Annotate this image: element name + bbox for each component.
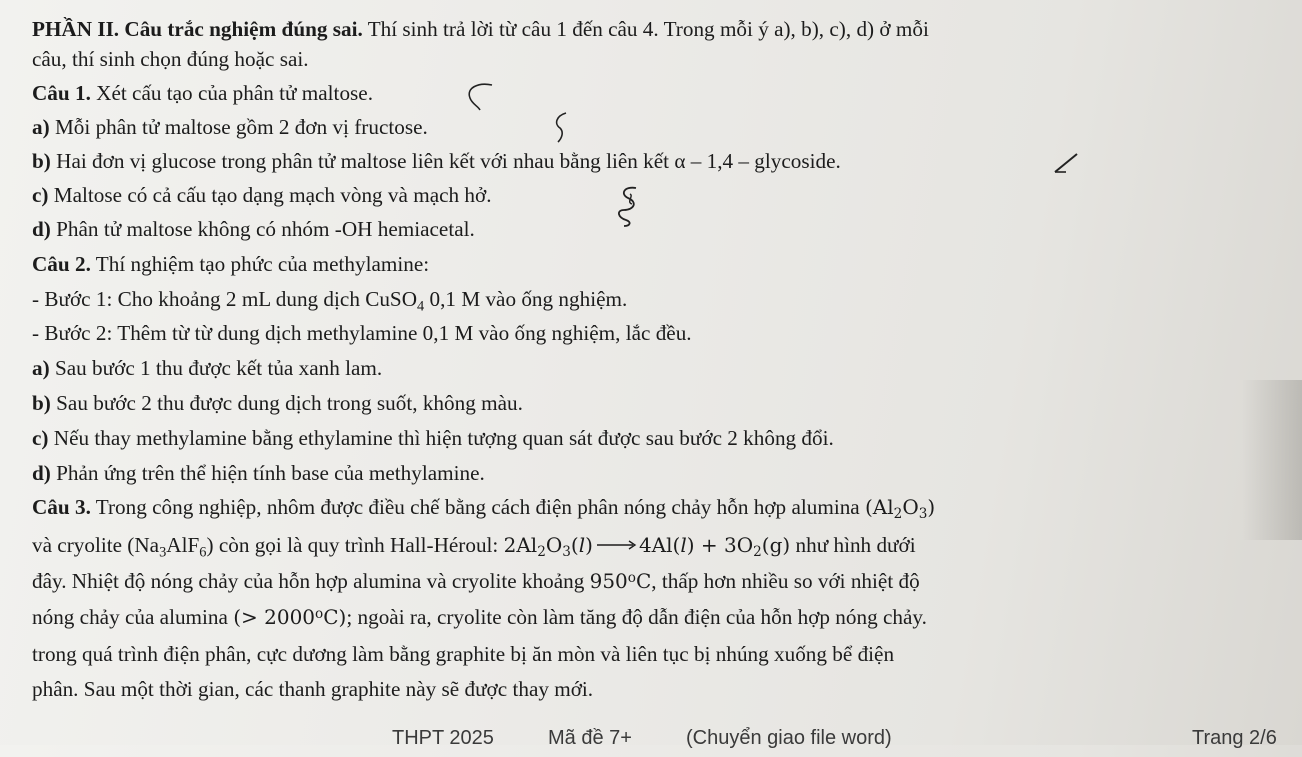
q3-line-1 xyxy=(32,494,936,523)
q2-step1-subscript: 4 xyxy=(417,298,425,315)
section-heading-line xyxy=(32,16,929,42)
footer-page-number: Trang 2/6 xyxy=(1192,727,1277,749)
q2-c-text: Nếu thay methylamine bằng ethylamine thì hiện tượng quan sát được sau bước 2 không đổi. xyxy=(48,426,834,450)
page-edge-shadow xyxy=(1242,380,1302,540)
q1-d-text: Phân tử maltose không có nhóm -OH hemiacetal. xyxy=(50,217,475,241)
q3-line-5 xyxy=(32,641,894,667)
q2-a-label: a) xyxy=(32,356,50,380)
q2-step-2 xyxy=(32,320,692,346)
q3-l3-text: đây. Nhiệt độ nóng chảy của hỗn hợp alumina và cryolite khoảng xyxy=(32,569,590,593)
q1-a-text: Mỗi phân tử maltose gồm 2 đơn vị fructose. xyxy=(49,115,428,139)
q2-d-text: Phản ứng trên thể hiện tính base của methylamine. xyxy=(50,461,485,485)
q1-stem xyxy=(32,80,373,106)
section-intro: Thí sinh trả lời từ câu 1 đến câu 4. Trong mỗi ý a), b), c), d) ở mỗi xyxy=(362,17,929,41)
formula-subscript: 3 xyxy=(918,506,928,523)
pen-slash-icon xyxy=(1052,150,1080,176)
footer-share: (Chuyển giao file word) xyxy=(686,727,892,749)
degree-mark: o xyxy=(315,605,324,622)
q2-b-label: b) xyxy=(32,391,51,415)
formula-part: ) xyxy=(927,495,936,519)
q1-c-label: c) xyxy=(32,183,49,207)
q2-option-c xyxy=(32,425,834,451)
q3-label: Câu 3. xyxy=(32,495,91,519)
pen-mark-icon xyxy=(548,110,574,144)
q3-l2-text: và cryolite (Na xyxy=(32,533,160,557)
eq-subscript: 2 xyxy=(537,544,546,561)
q3-l4-text-end: ; ngoài ra, cryolite còn làm tăng độ dẫn điện của hỗn hợp nóng chảy. xyxy=(346,605,927,629)
q3-l2-text-end: như hình dưới xyxy=(790,533,916,557)
q1-option-c xyxy=(32,182,492,208)
q2-step2-text: - Bước 2: Thêm từ từ dung dịch methylamine 0,1 M vào ống nghiệm, lắc đều. xyxy=(32,321,692,345)
q2-step1-text-end: 0,1 M vào ống nghiệm. xyxy=(424,287,628,311)
q3-l1-text: Trong công nghiệp, nhôm được điều chế bằng cách điện phân nóng chảy hỗn hợp alumina xyxy=(90,495,865,519)
page-footer xyxy=(0,727,1302,757)
footer-code: Mã đề 7+ xyxy=(548,727,632,749)
q1-option-d xyxy=(32,216,475,242)
eq-part: ( xyxy=(570,533,579,557)
pen-scribble-icon xyxy=(612,184,646,228)
footer-exam: THPT 2025 xyxy=(392,727,494,749)
section-title: PHẦN II. Câu trắc nghiệm đúng sai. xyxy=(32,17,363,41)
q3-alumina-formula xyxy=(865,495,936,523)
temp-number: (> 2000 xyxy=(233,605,316,629)
hall-heroult-equation xyxy=(503,533,791,561)
q2-c-label: c) xyxy=(32,426,49,450)
q2-step1-text: - Bước 1: Cho khoảng 2 mL dung dịch CuSO xyxy=(32,287,418,311)
q1-b-label: b) xyxy=(32,149,51,173)
q1-d-label: d) xyxy=(32,217,51,241)
temp-unit: C xyxy=(635,569,652,593)
q2-stem-text: Thí nghiệm tạo phức của methylamine: xyxy=(90,252,430,276)
eq-part: O xyxy=(545,533,563,557)
q2-option-b xyxy=(32,390,523,416)
temp-number: 950 xyxy=(589,569,628,593)
formula-part: O xyxy=(902,495,919,519)
q1-stem-text: Xét cấu tạo của phân tử maltose. xyxy=(90,81,373,105)
q2-d-label: d) xyxy=(32,461,51,485)
formula-subscript: 2 xyxy=(893,506,903,523)
q1-label: Câu 1. xyxy=(32,81,91,105)
q1-option-a xyxy=(32,114,428,140)
q1-b-text: Hai đơn vị glucose trong phân tử maltose liên kết với nhau bằng liên kết α – 1,4 – glycoside. xyxy=(50,149,841,173)
q2-label: Câu 2. xyxy=(32,252,91,276)
formula-subscript: 6 xyxy=(199,544,207,561)
degree-mark: o xyxy=(627,569,636,586)
section-intro-continued: câu, thí sinh chọn đúng hoặc sai. xyxy=(32,47,309,71)
q3-line-2 xyxy=(32,532,916,561)
eq-part: 4Al( xyxy=(638,533,681,557)
q3-line-6 xyxy=(32,676,593,702)
formula-part: AlF xyxy=(166,533,200,557)
q3-l4-text: nóng chảy của alumina xyxy=(32,605,234,629)
formula-subscript: 3 xyxy=(159,544,167,561)
q2-a-text: Sau bước 1 thu được kết tủa xanh lam. xyxy=(49,356,383,380)
eq-state: l xyxy=(578,533,586,557)
temp-unit: C) xyxy=(323,605,347,629)
q2-option-d xyxy=(32,460,485,486)
q2-option-a xyxy=(32,355,382,381)
eq-part: ) xyxy=(585,533,593,557)
q1-a-label: a) xyxy=(32,115,50,139)
reaction-arrow-icon xyxy=(593,539,639,551)
q3-l6-text: phân. Sau một thời gian, các thanh graphite này sẽ được thay mới. xyxy=(32,677,594,701)
q2-stem xyxy=(32,251,429,277)
eq-part: 2Al xyxy=(503,533,538,557)
q2-step-1 xyxy=(32,286,628,315)
temperature-value xyxy=(590,569,652,593)
eq-subscript: 3 xyxy=(562,544,571,561)
q3-l3-text-end: , thấp hơn nhiều so với nhiệt độ xyxy=(651,569,920,593)
q3-l2-text-mid: ) còn gọi là quy trình Hall-Héroul: xyxy=(206,533,504,557)
q3-line-3 xyxy=(32,568,920,594)
formula-part: (Al xyxy=(865,495,894,519)
eq-state: l xyxy=(680,533,687,557)
q3-l5-text: trong quá trình điện phân, cực dương làm bằng graphite bị ăn mòn và liên tục bị nhúng xuống bể điện xyxy=(32,642,895,666)
section-intro-line-2 xyxy=(32,46,309,72)
q1-c-text: Maltose có cả cấu tạo dạng mạch vòng và mạch hở. xyxy=(48,183,492,207)
eq-part: (g) xyxy=(761,533,791,557)
eq-subscript: 2 xyxy=(753,544,762,561)
pen-mark-icon xyxy=(460,82,496,112)
eq-part: ) + 3O xyxy=(686,533,754,557)
q2-b-text: Sau bước 2 thu được dung dịch trong suốt, không màu. xyxy=(50,391,523,415)
q3-line-4 xyxy=(32,604,927,630)
q1-option-b xyxy=(32,148,841,174)
alumina-melting-point xyxy=(233,605,346,629)
